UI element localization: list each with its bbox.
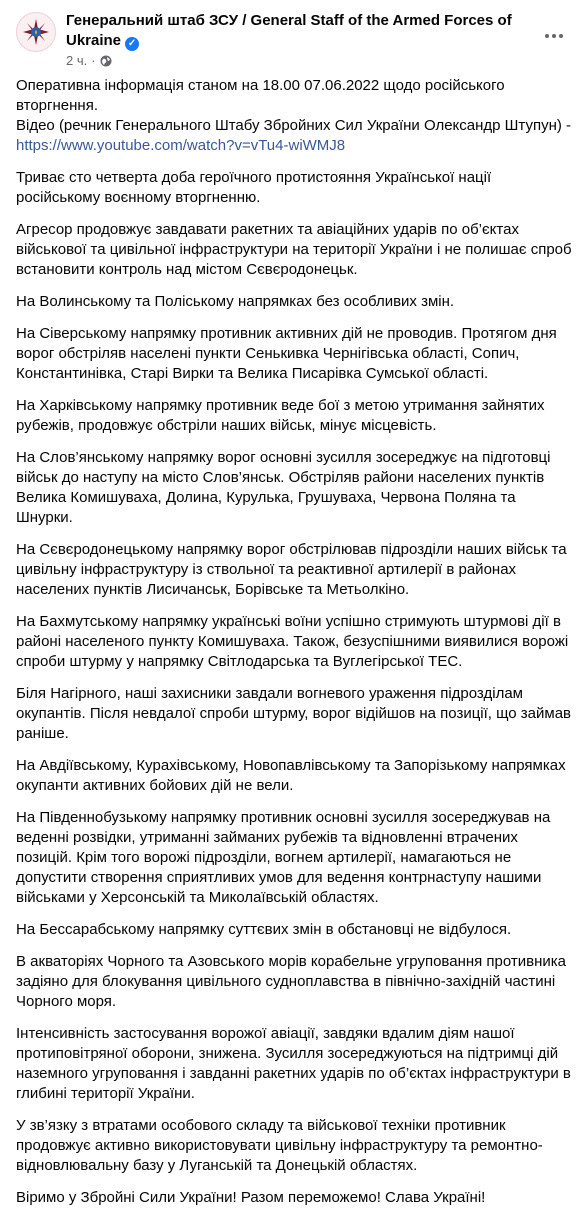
post-body <box>16 76 572 1220</box>
post-paragraph-14: В акваторіях Чорного та Азовського морів корабельне угруповання противника задіяно для блокування цивільного судноплавства в північно-західній частині Чорного моря. <box>16 953 567 1010</box>
post-paragraph-6: На Харківському напрямку противник веде бої з метою утримання зайнятих рубежів, продовжує обстріли наших військ, мінує місцевість. <box>16 397 545 434</box>
post-paragraph-3: Агресор продовжує завдавати ракетних та авіаційних ударів по об’єктах військової та цивільної інфраструктури на території України і не полишає спроб встановити контроль над містом Сєвєродонецьк. <box>16 221 572 278</box>
post-paragraph-10: Біля Нагірного, наші захисники завдали вогневого ураження підрозділам окупантів. Після невдалої спроби штурму, ворог відійшов на позиції, що займав раніше. <box>16 685 572 742</box>
post-paragraph-8: На Сєвєродонецькому напрямку ворог обстрілював підрозділи наших військ та цивільну інфраструктуру із ствольної та реактивної артилерії в районах населених пунктів Лисичанськ, Борівське та Метьолкіно. <box>16 541 567 598</box>
post-paragraph-13: На Бессарабському напрямку суттєвих змін в обстановці не відбулося. <box>16 921 512 938</box>
post-paragraph-12: На Південнобузькому напрямку противник основні зусилля зосереджував на веденні розвідки, утриманні займаних рубежів та відновленні втрачених позицій. Крім того ворожі підрозділи, вогнем артилерії, намагаються не допустити створення сприятливих умов для ведення контрнаступу нашими військами у Херсонській та Миколаївській областях. <box>16 809 551 906</box>
post-paragraph-17: Віримо у Збройні Сили України! Разом переможемо! Слава Україні! <box>16 1189 486 1206</box>
page-name-row <box>66 11 516 51</box>
post-paragraph-5: На Сіверському напрямку противник активних дій не проводив. Протягом дня ворог обстріляв населені пункти Сенькивка Чернігівська області, Сопич, Константинівка, Старі Вирки та Велика Писарівка Сумської області. <box>16 325 557 382</box>
armed-forces-emblem-icon <box>21 17 51 47</box>
globe-icon <box>100 55 112 67</box>
page-avatar[interactable] <box>16 12 56 52</box>
post-paragraph-7: На Слов’янському напрямку ворог основні зусилля зосереджує на підготовці військ до наступу на місто Слов’янськ. Обстріляв райони населених пунктів Велика Комишуваха, Долина, Курулька, Грушуваха, Червона Поляна та Шнурки. <box>16 449 551 526</box>
video-link[interactable]: https://www.youtube.com/watch?v=vTu4-wiWMJ8 <box>16 137 346 154</box>
post-timestamp[interactable]: 2 ч. <box>66 53 88 68</box>
post-paragraph-1: Оперативна інформація станом на 18.00 07.06.2022 щодо російського вторгнення. Відео (речник Генерального Штабу Збройних Сил України Олександр Штупун) - https://www.youtube.com/watch?v=vTu4-wiWMJ8 <box>16 77 572 154</box>
verified-badge-icon: ✓ <box>125 37 139 51</box>
post-paragraph-4: На Волинському та Поліському напрямках без особливих змін. <box>16 293 455 310</box>
more-options-icon[interactable] <box>536 18 572 54</box>
post-paragraph-16: У зв’язку з втратами особового складу та військової техніки противник продовжує активно використовувати цивільну інфраструктуру та ремонтно-відновлювальну базу у Луганській та Донецькій областях. <box>16 1117 543 1174</box>
post-paragraph-2: Триває сто четверта доба героїчного протистояння Української нації російському воєнному вторгненню. <box>16 169 492 206</box>
post-meta <box>66 53 112 69</box>
meta-separator: · <box>91 53 96 68</box>
post-paragraph-9: На Бахмутському напрямку українські воїни успішно стримують штурмові дії в районі населеного пункту Комишуваха. Також, безуспішними виявилися ворожі спроби штурму у напрямку Світлодарська та Вуглегірської ТЕС. <box>16 613 569 670</box>
page-name-link[interactable]: Генеральний штаб ЗСУ / General Staff of the Armed Forces of Ukraine <box>66 12 512 49</box>
post-header <box>0 0 586 76</box>
post-paragraph-15: Інтенсивність застосування ворожої авіації, завдяки вдалим діям нашої протиповітряної оборони, знижена. Зусилля зосереджуються на підтримці дій наземного угруповання і завданні ракетних ударів по об’єктах інфраструктури в глибині території України. <box>16 1025 571 1102</box>
post-paragraph-11: На Авдіївському, Курахівському, Новопавлівському та Запорізькому напрямках окупанти активних бойових дій не вели. <box>16 757 566 794</box>
